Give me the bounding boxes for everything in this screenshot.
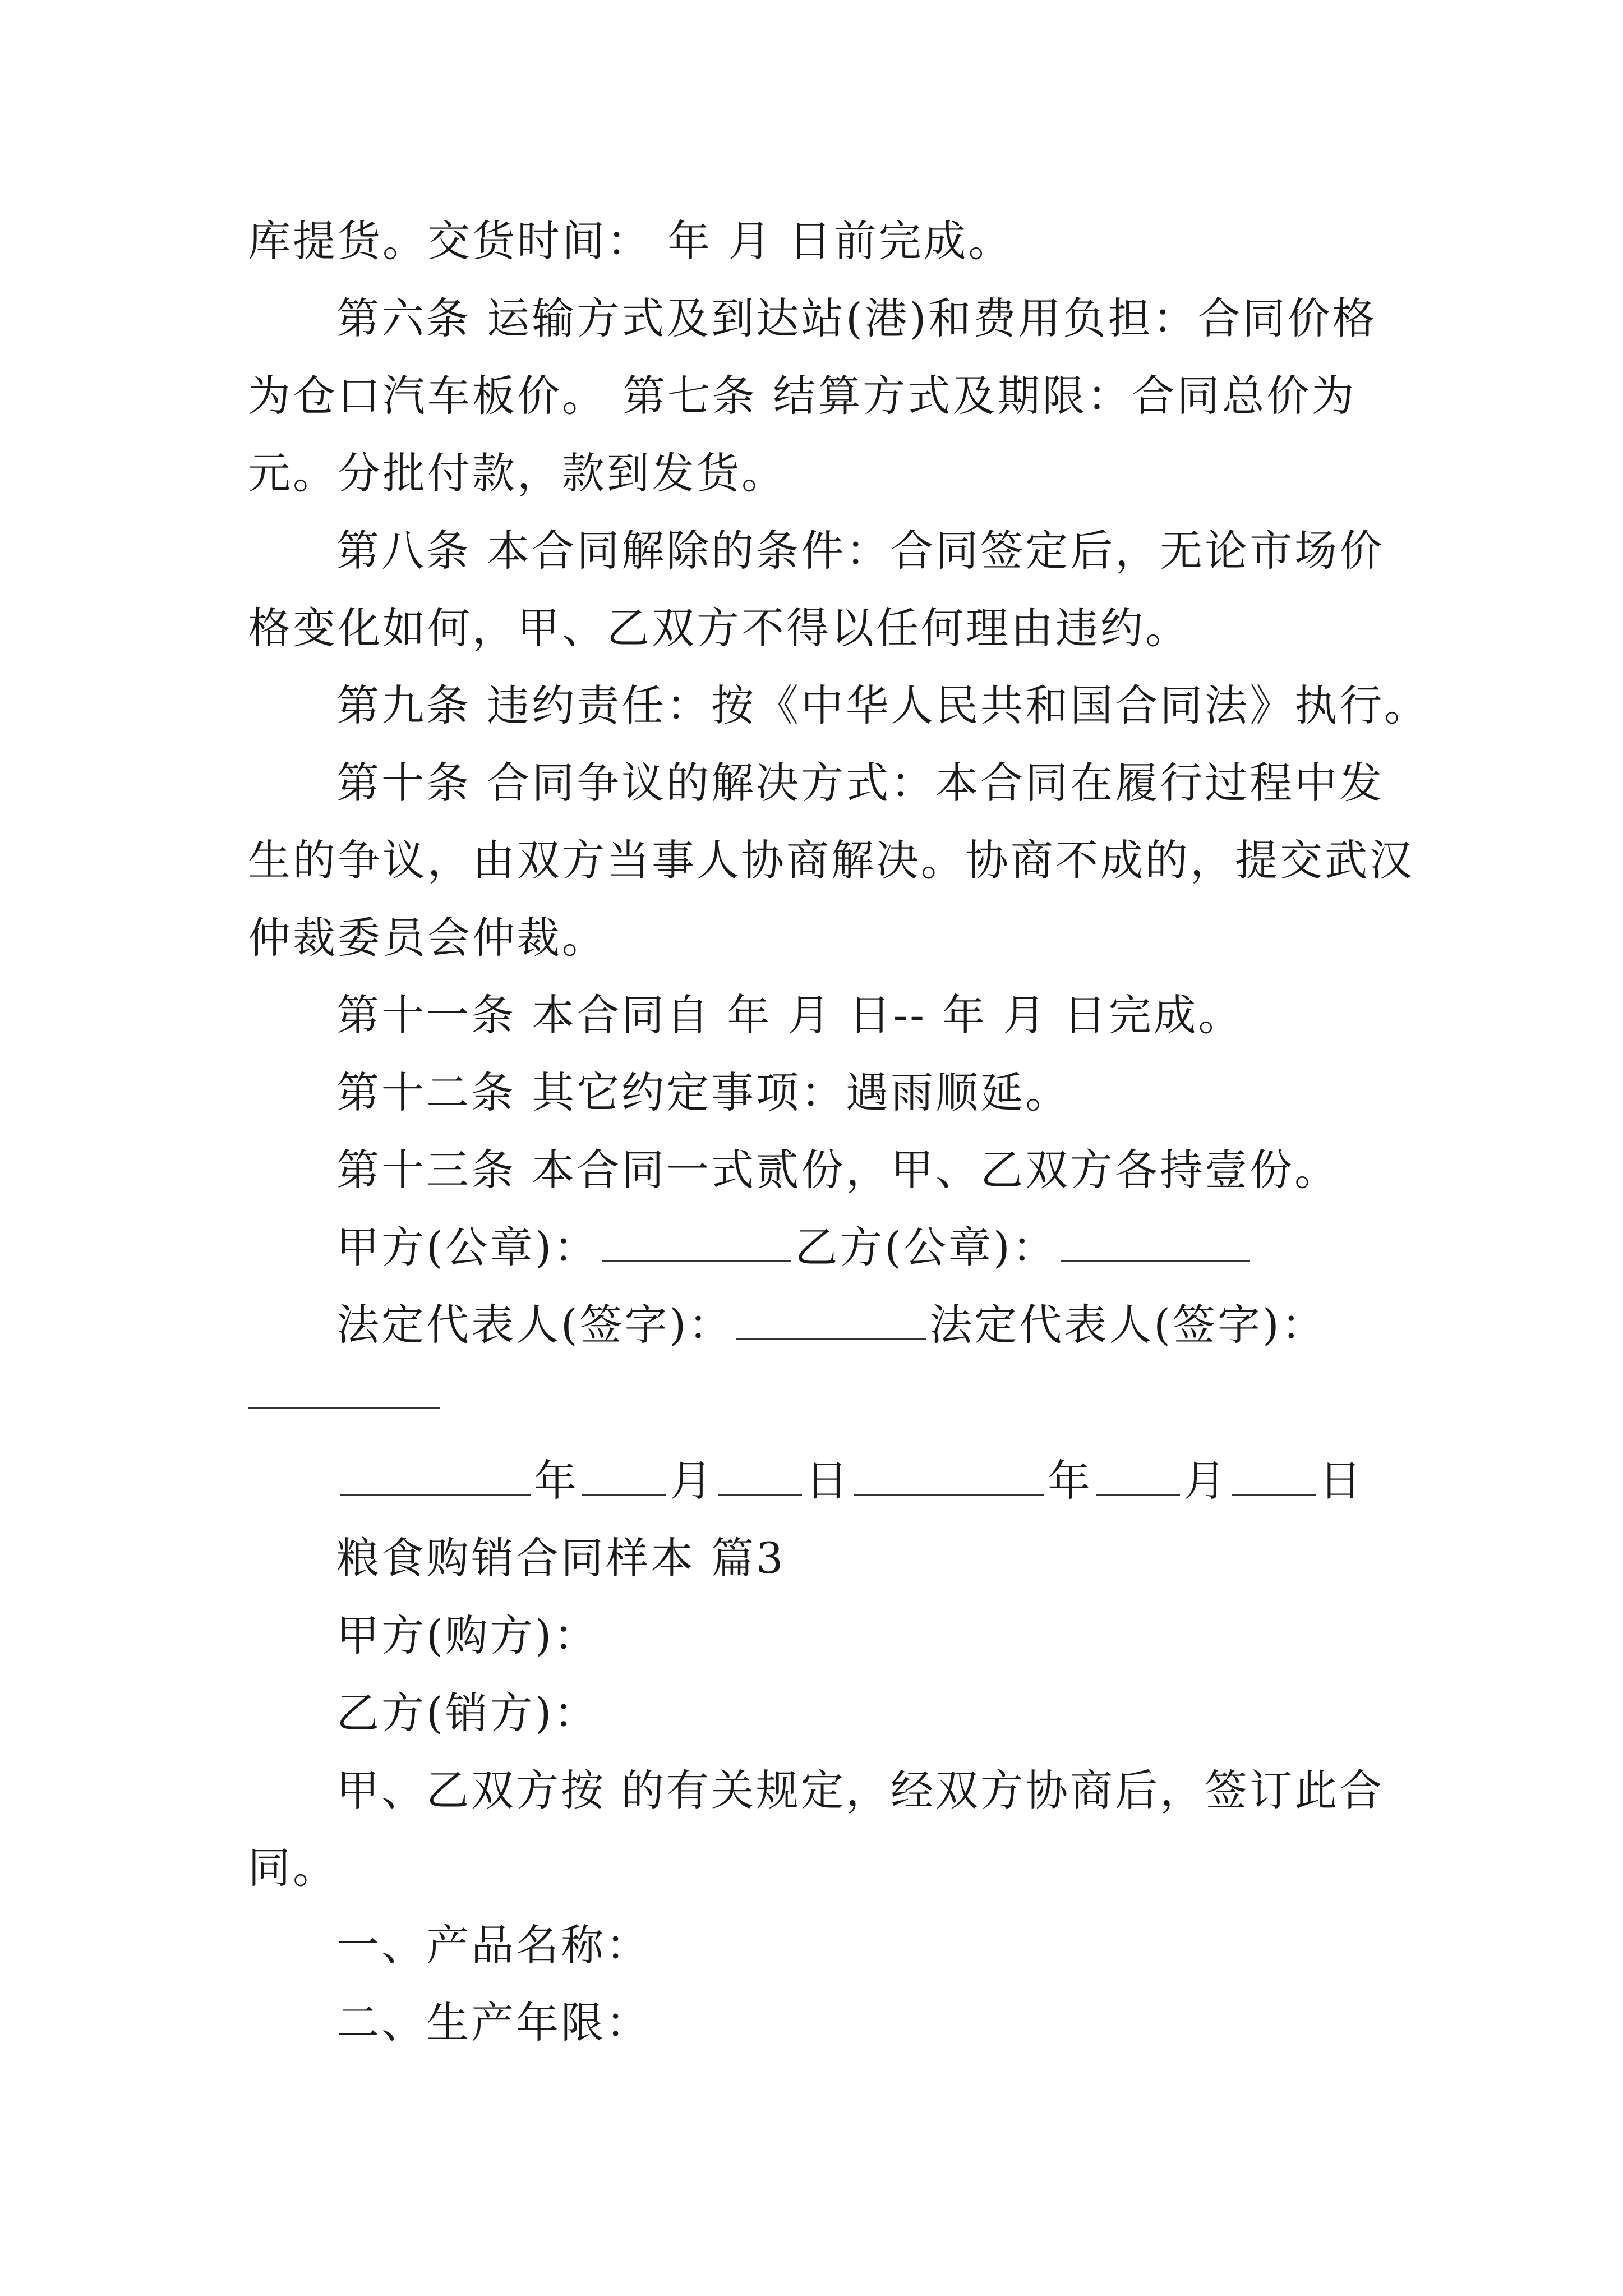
buyer-line: 甲方(购方)： <box>336 1611 599 1660</box>
item-product-name: 一、产品名称： <box>336 1920 651 1970</box>
article-11-line: 第十一条 本合同自 年 月 日-- 年 月 日完成。 <box>336 990 1243 1040</box>
item-production-year: 二、生产年限： <box>336 1998 651 2047</box>
date-row <box>336 1453 1364 1509</box>
day-b-label: 日 <box>1319 1456 1364 1506</box>
month-a-blank <box>582 1494 666 1496</box>
month-a-label: 月 <box>670 1456 714 1506</box>
article-9-line: 第九条 违约责任：按《中华人民共和国合同法》执行。 <box>336 680 1430 730</box>
party-b-seal-blank <box>1061 1260 1250 1262</box>
day-a-blank <box>718 1494 802 1496</box>
text-line: 格变化如何，甲、乙双方不得以任何理由违约。 <box>248 603 1190 653</box>
party-a-seal-blank <box>602 1260 791 1262</box>
rep-a-label: 法定代表人(签字)： <box>336 1300 734 1350</box>
rep-b-label: 法定代表人(签字)： <box>929 1300 1326 1350</box>
party-a-seal-label: 甲方(公章)： <box>336 1222 599 1272</box>
year-a-blank <box>340 1494 531 1496</box>
seal-row <box>336 1220 1253 1276</box>
text-line: 生的争议，由双方当事人协商解决。协商不成的，提交武汉 <box>248 835 1414 885</box>
representative-row <box>336 1297 1326 1353</box>
year-b-label: 年 <box>1048 1456 1092 1506</box>
year-b-blank <box>854 1494 1044 1496</box>
text-line: 元。分批付款，款到发货。 <box>248 448 786 498</box>
rep-a-blank <box>736 1338 926 1340</box>
article-10-line: 第十条 合同争议的解决方式：本合同在履行过程中发 <box>336 758 1385 808</box>
day-b-blank <box>1232 1494 1316 1496</box>
article-8-line: 第八条 本合同解除的条件：合同签定后，无论市场价 <box>336 526 1385 576</box>
intro-line-cont: 同。 <box>248 1843 338 1893</box>
intro-line: 甲、乙双方按 的有关规定，经双方协商后，签订此合 <box>336 1765 1385 1815</box>
text-line: 仲裁委员会仲裁。 <box>248 913 607 963</box>
article-6-line: 第六条 运输方式及到达站(港)和费用负担：合同价格 <box>336 293 1377 343</box>
text-line: 库提货。交货时间： 年 月 日前完成。 <box>248 216 1013 266</box>
seller-line: 乙方(销方)： <box>336 1688 599 1738</box>
party-b-seal-label: 乙方(公章)： <box>795 1222 1057 1272</box>
year-a-label: 年 <box>534 1456 579 1506</box>
day-a-label: 日 <box>805 1456 850 1506</box>
section-title: 粮食购销合同样本 篇3 <box>336 1533 786 1583</box>
article-13-line: 第十三条 本合同一式贰份，甲、乙双方各持壹份。 <box>336 1145 1340 1195</box>
article-7-line: 为仓口汽车板价。 第七条 结算方式及期限：合同总价为 <box>248 371 1357 421</box>
month-b-label: 月 <box>1183 1456 1228 1506</box>
month-b-blank <box>1096 1494 1180 1496</box>
article-12-line: 第十二条 其它约定事项：遇雨顺延。 <box>336 1068 1071 1117</box>
rep-b-blank <box>248 1407 440 1409</box>
